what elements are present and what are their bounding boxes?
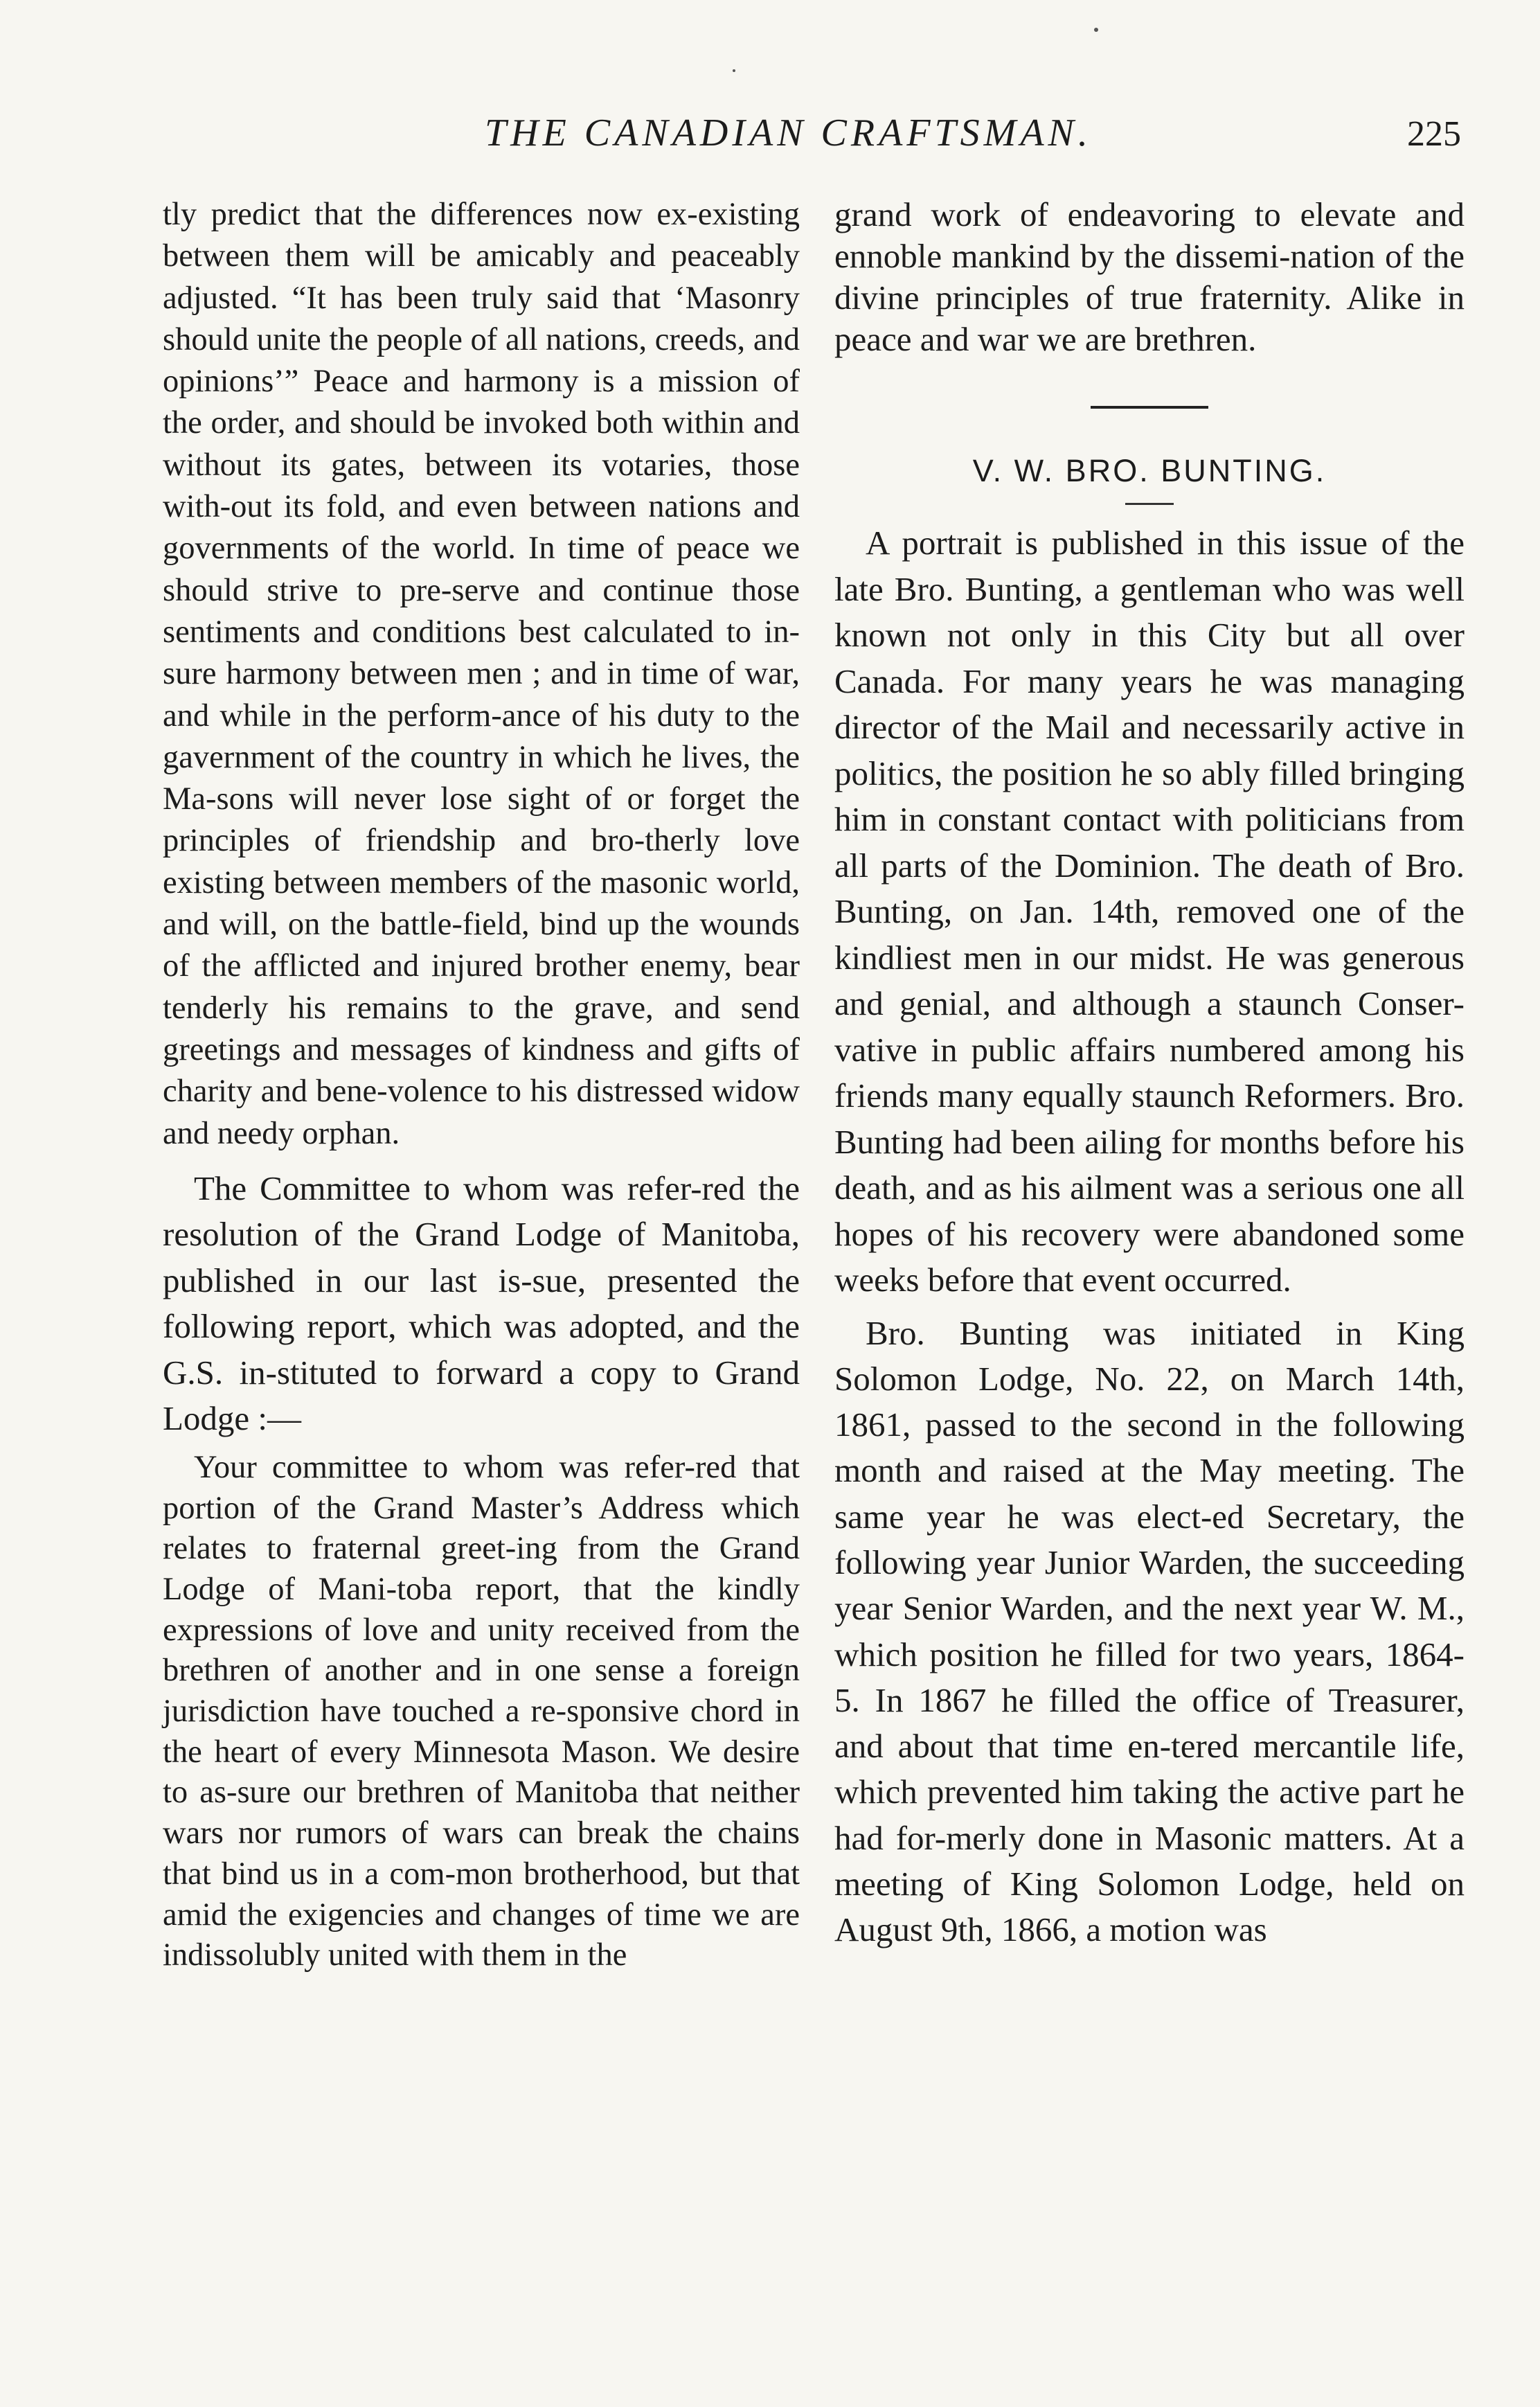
right-column xyxy=(834,194,1465,1953)
article-paragraph: Bro. Bunting was initiated in King Solomon Lodge, No. 22, on March 14th, 1861, passed to the second in the following month and raised at the May meeting. The same year he was elect-ed Secretary, the following year Junior Warden, the succeeding year Senior Warden, and the next year W. M., which position he filled for two years, 1864-5. In 1867 he filled the office of Treasurer, and about that time en-tered mercantile life, which prevented him taking the active part he had for-merly done in Masonic matters. At a meeting of King Solomon Lodge, held on August 9th, 1866, a motion was xyxy=(834,1313,1465,1949)
section-heading: V. W. BRO. BUNTING. xyxy=(972,453,1327,488)
article-paragraph: The Committee to whom was refer-red the resolution of the Grand Lodge of Manitoba, published in our last is-sue, presented the following report, which was adopted, and the G.S. in-stituted to forward a copy to Grand Lodge :— xyxy=(163,1169,800,1438)
article-paragraph: tly predict that the differences now ex-existing between them will be amicably and peaceably adjusted. “It has been truly said that ‘Masonry should unite the people of all nations, creeds, and opinions’” Peace and harmony is a mission of the order, and should be invoked both within and without its gates, between its votaries, those with-out its fold, and even between nations and governments of the world. In time of peace we should strive to pre-serve and continue those sentiments and conditions best calculated to in-sure harmony between men ; and in time of war, and while in the perform-ance of his duty to the gavernment of the country in which he lives, the Ma-sons will never lose sight of or forget the principles of friendship and bro-therly love existing between members of the masonic world, and will, on the battle-field, bind up the wounds of the afflicted and injured brother enemy, bear tenderly his remains to the grave, and send greetings and messages of kindness and gifts of charity and bene-volence to his distressed widow and needy orphan. xyxy=(163,197,800,1151)
heading-rule xyxy=(1125,503,1174,505)
print-speck xyxy=(1094,28,1098,32)
article-paragraph: grand work of endeavoring to elevate and ennoble mankind by the dissemi-nation of the divine principles of true fraternity. Alike in peace and war we are brethren. xyxy=(834,195,1465,358)
print-speck xyxy=(733,69,735,72)
article-paragraph: A portrait is published in this issue of the late Bro. Bunting, a gentleman who was well known not only in this City but all over Canada. For many years he was managing director of the Mail and necessarily active in politics, the position he so ably filled bringing him in constant contact with politicians from all parts of the Dominion. The death of Bro. Bunting, on Jan. 14th, removed one of the kindliest men in our midst. He was generous and genial, and although a staunch Conser-vative in public affairs numbered among his friends many equally staunch Reformers. Bro. Bunting had been ailing for months before his death, and as his ailment was a serious one all hopes of his recovery were abandoned some weeks before that event occurred. xyxy=(834,524,1465,1299)
left-column xyxy=(163,194,800,1976)
page-header xyxy=(159,111,1461,166)
section-divider xyxy=(1091,406,1208,409)
running-title: THE CANADIAN CRAFTSMAN. xyxy=(485,112,1092,154)
committee-report-quote: Your committee to whom was refer-red that portion of the Grand Master’s Address which relates to fraternal greet-ing from the Grand Lodge of Mani-toba report, that the kindly expressions of love and unity received from the brethren of another and in one sense a foreign jurisdiction have touched a re-sponsive chord in the heart of every Minnesota Mason. We desire to as-sure our brethren of Manitoba that neither wars nor rumors of wars can break the chains that bind us in a com-mon brotherhood, but that amid the exigencies and changes of time we are indissolubly united with them in the xyxy=(163,1449,800,1973)
page-number: 225 xyxy=(1407,114,1461,154)
